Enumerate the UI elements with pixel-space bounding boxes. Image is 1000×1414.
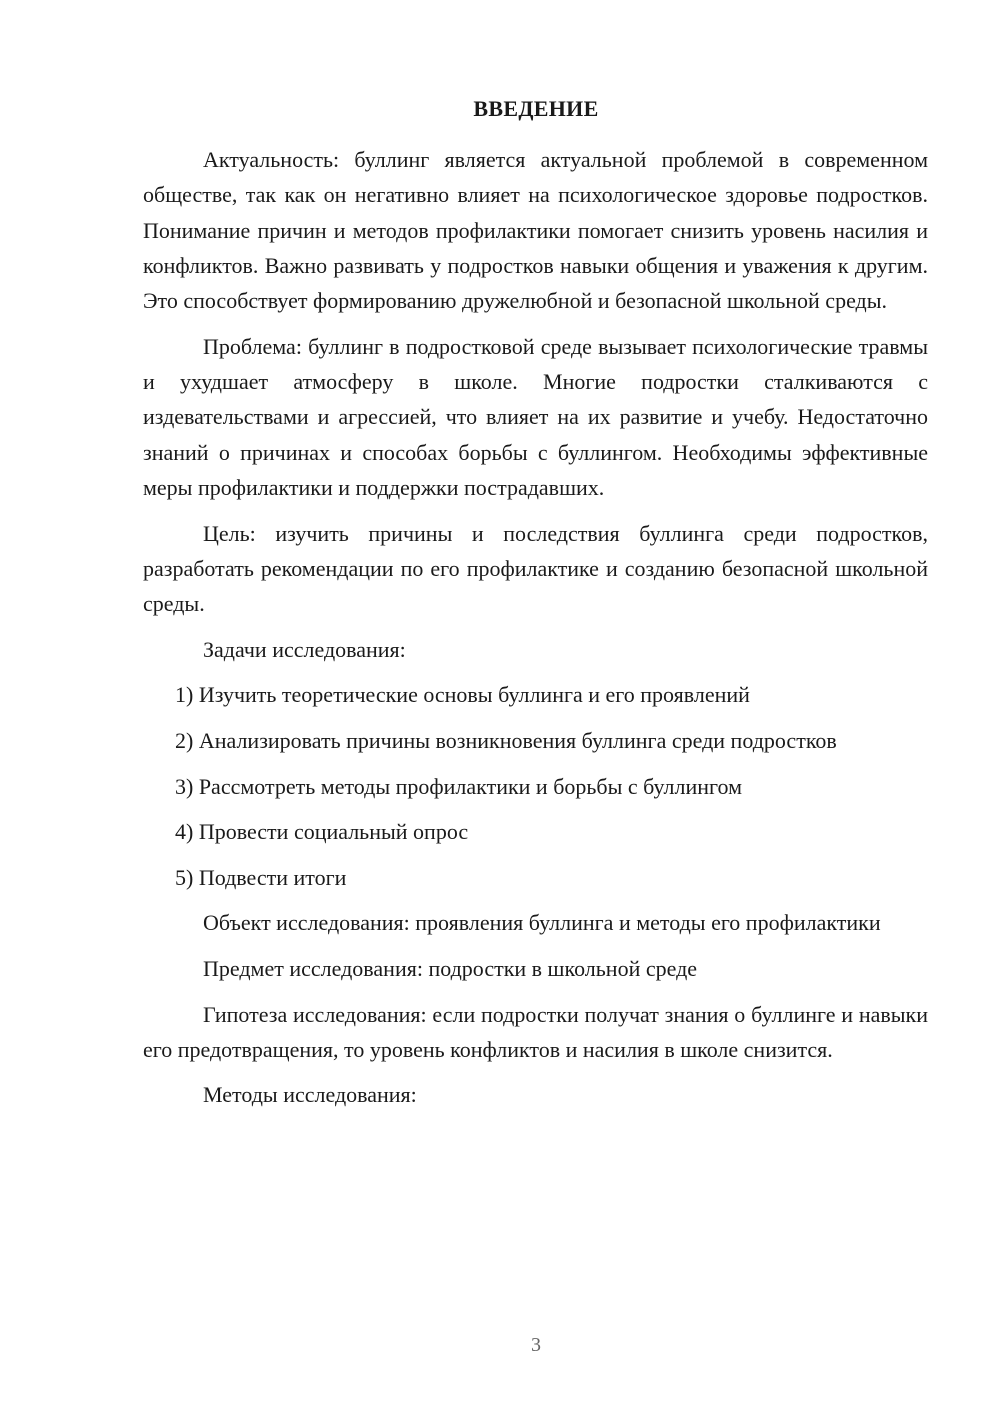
task-item-4: 4) Провести социальный опрос (175, 819, 469, 845)
section-title: ВВЕДЕНИЕ (473, 96, 599, 121)
paragraph-subject: Предмет исследования: подростки в школьной среде (203, 955, 698, 981)
task-item-5: 5) Подвести итоги (175, 864, 347, 890)
paragraph-goal: Цель: изучить причины и последствия буллинга среди подростков, разработать рекомендации по его профилактике и созданию безопасной школьной среды. (143, 520, 928, 617)
tasks-heading: Задачи исследования: (203, 636, 406, 662)
paragraph-hypothesis: Гипотеза исследования: если подростки получат знания о буллинге и навыки его предотвращения, то уровень конфликтов и насилия в школе снизится. (143, 1001, 928, 1062)
paragraph-relevance: Актуальность: буллинг является актуальной проблемой в современном обществе, так как он негативно влияет на психологическое здоровье подростков. Понимание причин и методов профилактики помогает снизить уровень насилия и конфликтов. Важно развивать у подростков навыки общения и уважения к другим. Это способствует формированию дружелюбной и безопасной школьной среды. (143, 147, 928, 314)
methods-heading: Методы исследования: (203, 1082, 417, 1108)
body-text (143, 142, 928, 1123)
paragraph-problem: Проблема: буллинг в подростковой среде вызывает психологические травмы и ухудшает атмосферу в школе. Многие подростки сталкиваются с издевательствами и агрессией, что влияет на их развитие и учебу. Недостаточно знаний о причинах и способах борьбы с буллингом. Необходимы эффективные меры профилактики и поддержки пострадавших. (143, 333, 928, 500)
paragraph-object: Объект исследования: проявления буллинга и методы его профилактики (203, 910, 881, 936)
page-number: 3 (531, 1334, 541, 1356)
task-item-3: 3) Рассмотреть методы профилактики и борьбы с буллингом (175, 773, 743, 799)
task-item-1: 1) Изучить теоретические основы буллинга и его проявлений (175, 682, 750, 708)
task-item-2: 2) Анализировать причины возникновения буллинга среди подростков (175, 727, 837, 753)
